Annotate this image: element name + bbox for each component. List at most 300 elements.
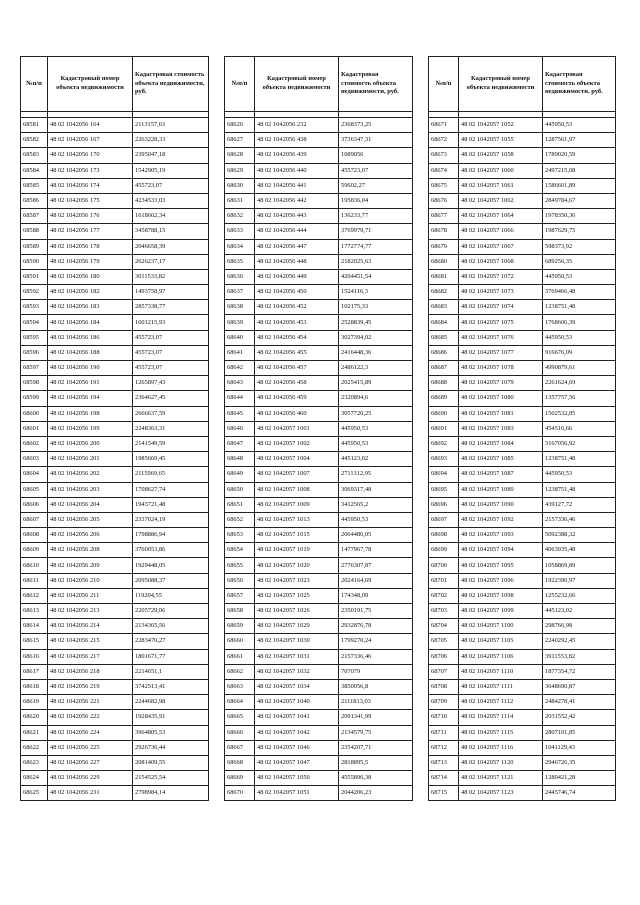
table-row [429,695,616,710]
row-number: 68603 [21,452,48,467]
row-number: 68586 [21,193,48,208]
table-row [21,725,209,740]
cadastral-number: 48 02 1042057 1115 [459,725,543,740]
cadastral-value: 598373,92 [543,239,616,254]
cadastral-value: 455723,07 [339,163,413,178]
cadastral-value: 455723,07 [133,330,209,345]
row-number: 68659 [225,619,255,634]
row-number: 68608 [21,528,48,543]
cadastral-number: 48 02 1042057 1026 [255,604,339,619]
cadastral-value: 2932876,78 [339,619,413,634]
row-number: 68582 [21,133,48,148]
cadastral-value: 3412565,2 [339,497,413,512]
cadastral-value: 174348,09 [339,588,413,603]
table-row [21,573,209,588]
cadastral-value: 2064486,05 [339,528,413,543]
table-row [429,452,616,467]
table-row [225,193,413,208]
cadastral-value: 2364627,45 [133,391,209,406]
table-row [21,604,209,619]
table-row [21,269,209,284]
table-row [21,376,209,391]
table-row [21,224,209,239]
row-number: 68671 [429,118,459,133]
table-row [429,740,616,755]
cadastral-value: 3850056,8 [339,679,413,694]
table-row [225,269,413,284]
row-number: 68583 [21,148,48,163]
cadastral-number: 48 02 1042057 1085 [459,452,543,467]
cadastral-value: 3736347,31 [339,133,413,148]
cadastral-number: 48 02 1042056 180 [48,269,133,284]
cadastral-number: 48 02 1042057 1077 [459,345,543,360]
row-number: 68584 [21,163,48,178]
row-number: 68661 [225,649,255,664]
cadastral-number: 48 02 1042056 201 [48,452,133,467]
cadastral-value: 1789020,59 [543,148,616,163]
table-row [21,679,209,694]
cadastral-number: 48 02 1042057 1075 [459,315,543,330]
table-row [225,254,413,269]
row-number: 68610 [21,558,48,573]
cadastral-number: 48 02 1042056 458 [255,376,339,391]
cadastral-number: 48 02 1042056 438 [255,133,339,148]
row-number: 68592 [21,285,48,300]
table-row [429,436,616,451]
table-row [225,239,413,254]
cadastral-number: 48 02 1042056 210 [48,573,133,588]
cadastral-number: 48 02 1042057 1064 [459,209,543,224]
table-row [429,148,616,163]
cadastral-value: 2350191,75 [339,604,413,619]
cadastral-value: 2926736,44 [133,740,209,755]
header-number: №п/п [225,57,255,112]
row-number: 68656 [225,573,255,588]
cadastral-value: 2666637,59 [133,406,209,421]
table-row [429,710,616,725]
cadastral-value: 4063935,48 [543,543,616,558]
cadastral-number: 48 02 1042056 215 [48,634,133,649]
table-row [225,467,413,482]
cadastral-number: 48 02 1042057 1042 [255,725,339,740]
cadastral-number: 48 02 1042056 448 [255,254,339,269]
table-row [429,315,616,330]
cadastral-number: 48 02 1042057 1074 [459,300,543,315]
row-number: 68614 [21,619,48,634]
cadastral-number: 48 02 1042056 186 [48,330,133,345]
table-row [21,285,209,300]
cadastral-value: 2134579,75 [339,725,413,740]
row-number: 68662 [225,664,255,679]
cadastral-number: 48 02 1042057 1034 [255,679,339,694]
cadastral-number: 48 02 1042056 167 [48,133,133,148]
cadastral-number: 48 02 1042057 1080 [459,391,543,406]
cadastral-number: 48 02 1042057 1068 [459,254,543,269]
table-row [21,178,209,193]
table-row [429,193,616,208]
table-row [429,558,616,573]
row-number: 68670 [225,786,255,801]
cadastral-value: 195836,04 [339,193,413,208]
row-number: 68691 [429,421,459,436]
table-row [21,330,209,345]
row-number: 68620 [21,710,48,725]
table-row [429,482,616,497]
row-number: 68631 [225,193,255,208]
row-number: 68593 [21,300,48,315]
row-number: 68617 [21,664,48,679]
cadastral-value: 1357757,56 [543,391,616,406]
table-row [429,543,616,558]
table-row [429,209,616,224]
cadastral-number: 48 02 1042057 1083 [459,421,543,436]
row-number: 68685 [429,330,459,345]
row-number: 68701 [429,573,459,588]
cadastral-number: 48 02 1042057 1060 [459,163,543,178]
table-row [429,391,616,406]
row-number: 68696 [429,497,459,512]
row-number: 68684 [429,315,459,330]
cadastral-number: 48 02 1042057 1047 [255,755,339,770]
row-number: 68590 [21,254,48,269]
cadastral-number: 48 02 1042057 1030 [255,634,339,649]
table-row [21,133,209,148]
table-row [225,300,413,315]
cadastral-number: 48 02 1042057 1019 [255,543,339,558]
cadastral-number: 48 02 1042056 444 [255,224,339,239]
cadastral-number: 48 02 1042057 1110 [459,664,543,679]
header-row [21,57,209,112]
row-number: 68581 [21,118,48,133]
cadastral-value: 1929448,05 [133,558,209,573]
table-row [225,573,413,588]
row-number: 68715 [429,786,459,801]
row-number: 68697 [429,512,459,527]
table-row [21,543,209,558]
row-number: 68694 [429,467,459,482]
row-number: 68625 [21,786,48,801]
table-row [429,300,616,315]
table-row [429,133,616,148]
table-row [225,710,413,725]
table-row [429,604,616,619]
cadastral-number: 48 02 1042057 1066 [459,224,543,239]
cadastral-number: 48 02 1042056 183 [48,300,133,315]
row-number: 68634 [225,239,255,254]
cadastral-value: 1280421,28 [543,771,616,786]
table-row [225,436,413,451]
cadastral-value: 1524116,3 [339,285,413,300]
row-number: 68609 [21,543,48,558]
cadastral-number: 48 02 1042056 202 [48,467,133,482]
table-row [429,421,616,436]
cadastral-number: 48 02 1042057 1020 [255,558,339,573]
cadastral-number: 48 02 1042057 1009 [255,497,339,512]
cadastral-value: 3911553,82 [543,649,616,664]
row-number: 68629 [225,163,255,178]
cadastral-number: 48 02 1042056 218 [48,664,133,679]
cadastral-number: 48 02 1042057 1055 [459,133,543,148]
table-row [225,118,413,133]
header-row [225,57,413,112]
cadastral-number: 48 02 1042057 1106 [459,649,543,664]
table-row [225,695,413,710]
table-row [21,771,209,786]
cadastral-number: 48 02 1042057 1025 [255,588,339,603]
cadastral-value: 455723,07 [133,345,209,360]
cadastral-value: 2395047,18 [133,148,209,163]
cadastral-number: 48 02 1042057 1015 [255,528,339,543]
table-row [429,224,616,239]
table-row [225,391,413,406]
row-number: 68673 [429,148,459,163]
table-row [225,224,413,239]
cadastral-number: 48 02 1042057 1098 [459,588,543,603]
cadastral-value: 2626237,17 [133,254,209,269]
table-row [429,573,616,588]
cadastral-value: 2157336,46 [543,512,616,527]
cadastral-value: 4990879,61 [543,361,616,376]
row-number: 68700 [429,558,459,573]
cadastral-number: 48 02 1042057 1111 [459,679,543,694]
cadastral-value: 1922390,97 [543,573,616,588]
cadastral-value: 2095088,37 [133,573,209,588]
cadastral-number: 48 02 1042056 203 [48,482,133,497]
row-number: 68695 [429,482,459,497]
cadastral-number: 48 02 1042056 173 [48,163,133,178]
cadastral-value: 2283470,27 [133,634,209,649]
cadastral-value: 3057720,25 [339,406,413,421]
table-row [21,634,209,649]
cadastral-number: 48 02 1042057 1092 [459,512,543,527]
cadastral-table-1 [20,56,209,801]
table-row [21,755,209,770]
cadastral-value: 2776307,87 [339,558,413,573]
cadastral-value: 1978350,36 [543,209,616,224]
row-number: 68665 [225,710,255,725]
cadastral-number: 48 02 1042057 1023 [255,573,339,588]
cadastral-value: 445950,53 [339,421,413,436]
cadastral-value: 1089056 [339,148,413,163]
cadastral-value: 455723,07 [133,361,209,376]
cadastral-number: 48 02 1042056 457 [255,361,339,376]
cadastral-number: 48 02 1042056 200 [48,436,133,451]
cadastral-value: 1618602,34 [133,209,209,224]
cadastral-value: 2849784,67 [543,193,616,208]
cadastral-value: 2081409,55 [133,755,209,770]
cadastral-value: 1058869,89 [543,558,616,573]
table-row [225,497,413,512]
cadastral-number: 48 02 1042057 1004 [255,452,339,467]
cadastral-value: 2141549,59 [133,436,209,451]
table-row [429,406,616,421]
row-number: 68636 [225,269,255,284]
row-number: 68645 [225,406,255,421]
table-row [21,239,209,254]
table-row [429,528,616,543]
cadastral-value: 2263228,33 [133,133,209,148]
row-number: 68683 [429,300,459,315]
cadastral-number: 48 02 1042056 217 [48,649,133,664]
cadastral-number: 48 02 1042056 213 [48,604,133,619]
table-row [225,740,413,755]
cadastral-value: 2214651,1 [133,664,209,679]
table-row [429,285,616,300]
row-number: 68613 [21,604,48,619]
cadastral-value: 2798984,14 [133,786,209,801]
cadastral-value: 707079 [339,664,413,679]
cadastral-number: 48 02 1042056 214 [48,619,133,634]
row-number: 68706 [429,649,459,664]
table-row [21,421,209,436]
cadastral-value: 1502532,85 [543,406,616,421]
cadastral-number: 48 02 1042056 450 [255,285,339,300]
cadastral-number: 48 02 1042056 206 [48,528,133,543]
cadastral-value: 1238751,48 [543,452,616,467]
cadastral-number: 48 02 1042056 209 [48,558,133,573]
cadastral-number: 48 02 1042057 1081 [459,406,543,421]
cadastral-number: 48 02 1042056 459 [255,391,339,406]
row-number: 68612 [21,588,48,603]
table-row [225,619,413,634]
cadastral-number: 48 02 1042057 1067 [459,239,543,254]
table-row [225,786,413,801]
row-number: 68649 [225,467,255,482]
table-row [225,209,413,224]
row-number: 68667 [225,740,255,755]
cadastral-number: 48 02 1042057 1058 [459,148,543,163]
header-number: №п/п [429,57,459,112]
cadastral-number: 48 02 1042057 1076 [459,330,543,345]
table-row [21,695,209,710]
row-number: 68668 [225,755,255,770]
table-row [225,558,413,573]
row-number: 68705 [429,634,459,649]
header-cadastral-number: Кадастровый номер объекта недвижимости [255,57,339,112]
table-row [225,133,413,148]
row-number: 68647 [225,436,255,451]
table-row [225,755,413,770]
table-row [21,664,209,679]
table-row [429,664,616,679]
cadastral-value: 3069317,48 [339,482,413,497]
table-row [225,361,413,376]
cadastral-number: 48 02 1042056 188 [48,345,133,360]
cadastral-number: 48 02 1042057 1099 [459,604,543,619]
cadastral-value: 2025415,89 [339,376,413,391]
cadastral-number: 48 02 1042057 1114 [459,710,543,725]
table-row [21,345,209,360]
cadastral-number: 48 02 1042057 1046 [255,740,339,755]
table-row [429,634,616,649]
cadastral-value: 5092388,32 [543,528,616,543]
row-number: 68622 [21,740,48,755]
cadastral-number: 48 02 1042057 1073 [459,285,543,300]
table-row [429,619,616,634]
row-number: 68598 [21,376,48,391]
cadastral-value: 4555896,38 [339,771,413,786]
row-number: 68607 [21,512,48,527]
table-row [21,467,209,482]
cadastral-number: 48 02 1042056 231 [48,786,133,801]
cadastral-value: 1708627,74 [133,482,209,497]
cadastral-value: 445950,53 [543,269,616,284]
row-number: 68650 [225,482,255,497]
table-row [429,467,616,482]
row-number: 68666 [225,725,255,740]
cadastral-value: 1987629,75 [543,224,616,239]
header-cadastral-value: Кадастровая стоимость объекта недвижимости, руб. [543,57,616,112]
row-number: 68606 [21,497,48,512]
table-row [21,497,209,512]
row-number: 68588 [21,224,48,239]
cadastral-value: 1542905,19 [133,163,209,178]
table-row [429,376,616,391]
row-number: 68597 [21,361,48,376]
cadastral-number: 48 02 1042056 170 [48,148,133,163]
cadastral-value: 1985669,45 [133,452,209,467]
row-number: 68585 [21,178,48,193]
cadastral-number: 48 02 1042056 208 [48,543,133,558]
cadastral-number: 48 02 1042056 184 [48,315,133,330]
table-row [429,771,616,786]
row-number: 68630 [225,178,255,193]
table-row [429,649,616,664]
cadastral-number: 48 02 1042056 225 [48,740,133,755]
row-number: 68698 [429,528,459,543]
cadastral-number: 48 02 1042056 190 [48,361,133,376]
table-row [21,619,209,634]
table-row [21,512,209,527]
cadastral-value: 2946726,35 [543,755,616,770]
cadastral-number: 48 02 1042057 1078 [459,361,543,376]
table-row [429,345,616,360]
row-number: 68591 [21,269,48,284]
row-number: 68601 [21,421,48,436]
cadastral-number: 48 02 1042056 198 [48,406,133,421]
cadastral-value: 2368373,25 [339,118,413,133]
cadastral-value: 445950,53 [543,467,616,482]
cadastral-value: 1586601,89 [543,178,616,193]
table-row [429,679,616,694]
row-number: 68709 [429,695,459,710]
table-row [21,193,209,208]
cadastral-number: 48 02 1042057 1100 [459,619,543,634]
table-row [225,285,413,300]
table-row [225,588,413,603]
table-row [225,649,413,664]
cadastral-number: 48 02 1042057 1061 [459,178,543,193]
table-row [21,786,209,801]
cadastral-number: 48 02 1042056 211 [48,588,133,603]
cadastral-value: 2261624,69 [543,376,616,391]
row-number: 68713 [429,755,459,770]
cadastral-table-3 [428,56,616,801]
table-row [21,148,209,163]
cadastral-number: 48 02 1042056 455 [255,345,339,360]
table-row [21,528,209,543]
table-row [21,482,209,497]
row-number: 68635 [225,254,255,269]
row-number: 68605 [21,482,48,497]
cadastral-number: 48 02 1042057 1105 [459,634,543,649]
table-row [21,452,209,467]
row-number: 68655 [225,558,255,573]
cadastral-number: 48 02 1042056 441 [255,178,339,193]
row-number: 68652 [225,512,255,527]
cadastral-value: 119204,55 [133,588,209,603]
table-row [21,315,209,330]
